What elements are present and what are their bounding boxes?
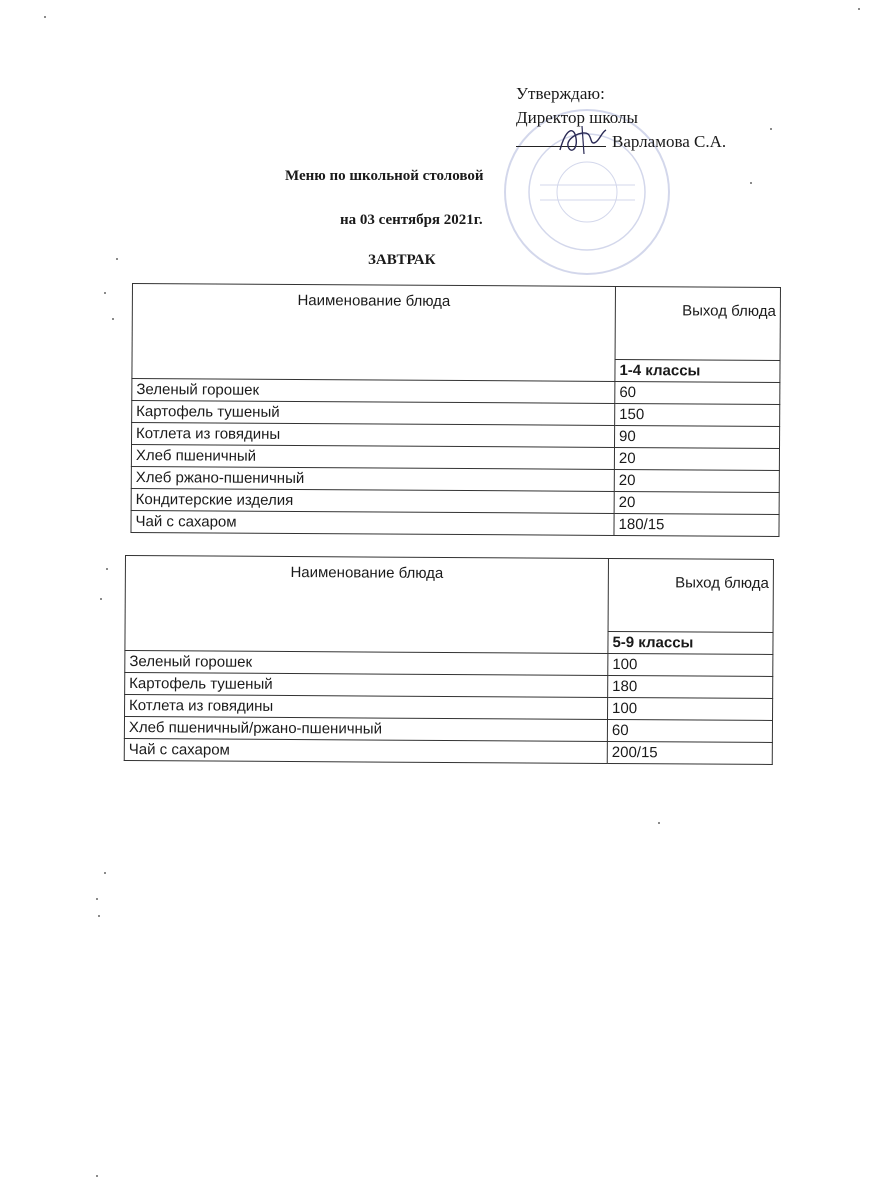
menu-table-grades-1-4 bbox=[130, 283, 781, 537]
scan-speck bbox=[98, 915, 100, 917]
scan-speck bbox=[96, 898, 98, 900]
column-header-output: Выход блюда bbox=[615, 286, 780, 360]
scan-speck bbox=[44, 16, 46, 18]
scan-speck bbox=[116, 258, 118, 260]
table-row bbox=[124, 738, 772, 764]
approval-signer-name: Варламова С.А. bbox=[612, 132, 727, 151]
dish-name: Картофель тушеный bbox=[125, 673, 608, 698]
dish-name: Зеленый горошек bbox=[132, 379, 615, 404]
handwritten-signature bbox=[552, 120, 612, 160]
dish-name: Котлета из говядины bbox=[125, 695, 608, 720]
menu-date: на 03 сентября 2021г. bbox=[340, 212, 483, 228]
meal-heading: ЗАВТРАК bbox=[368, 252, 436, 268]
dish-name: Картофель тушеный bbox=[132, 401, 615, 426]
scan-speck bbox=[104, 872, 106, 874]
dish-output: 20 bbox=[614, 491, 779, 514]
scan-speck bbox=[104, 292, 106, 294]
dish-name: Кондитерские изделия bbox=[131, 488, 614, 513]
dish-name: Хлеб пшеничный bbox=[131, 445, 614, 470]
scan-speck bbox=[96, 1175, 98, 1177]
dish-output: 100 bbox=[608, 653, 773, 676]
dish-output: 100 bbox=[608, 697, 773, 720]
dish-output: 60 bbox=[615, 381, 780, 404]
grade-group-label: 5-9 классы bbox=[608, 631, 773, 654]
dish-output: 20 bbox=[614, 469, 779, 492]
dish-output: 90 bbox=[615, 425, 780, 448]
column-header-dish-name: Наименование блюда bbox=[125, 556, 609, 654]
dish-output: 60 bbox=[607, 719, 772, 742]
scan-speck bbox=[750, 182, 752, 184]
scan-speck bbox=[106, 568, 108, 570]
approval-position: Директор школы bbox=[516, 108, 638, 127]
dish-name: Хлеб пшеничный/ржано-пшеничный bbox=[124, 717, 607, 742]
dish-name: Котлета из говядины bbox=[132, 423, 615, 448]
grade-group-label: 1-4 классы bbox=[615, 359, 780, 382]
dish-output: 20 bbox=[614, 447, 779, 470]
dish-output: 180/15 bbox=[614, 513, 779, 536]
dish-output: 180 bbox=[608, 675, 773, 698]
dish-name: Чай с сахаром bbox=[131, 510, 614, 535]
dish-name: Зеленый горошек bbox=[125, 651, 608, 676]
table-header-row bbox=[132, 284, 780, 361]
scan-speck bbox=[858, 8, 860, 10]
column-header-dish-name: Наименование блюда bbox=[132, 284, 616, 382]
menu-title: Меню по школьной столовой bbox=[285, 168, 484, 184]
dish-name: Хлеб ржано-пшеничный bbox=[131, 466, 614, 491]
approval-signature-line bbox=[516, 130, 726, 154]
table-row bbox=[131, 510, 779, 536]
scan-speck bbox=[112, 318, 114, 320]
scan-speck bbox=[770, 128, 772, 130]
scan-speck bbox=[658, 822, 660, 824]
dish-output: 150 bbox=[615, 403, 780, 426]
menu-table-grades-5-9 bbox=[124, 555, 774, 765]
dish-output: 200/15 bbox=[607, 741, 772, 764]
dish-name: Чай с сахаром bbox=[124, 738, 607, 763]
approval-block bbox=[516, 82, 726, 154]
column-header-output: Выход блюда bbox=[608, 558, 773, 632]
scan-speck bbox=[100, 598, 102, 600]
approval-label: Утверждаю: bbox=[516, 84, 605, 103]
table-header-row bbox=[125, 556, 773, 633]
